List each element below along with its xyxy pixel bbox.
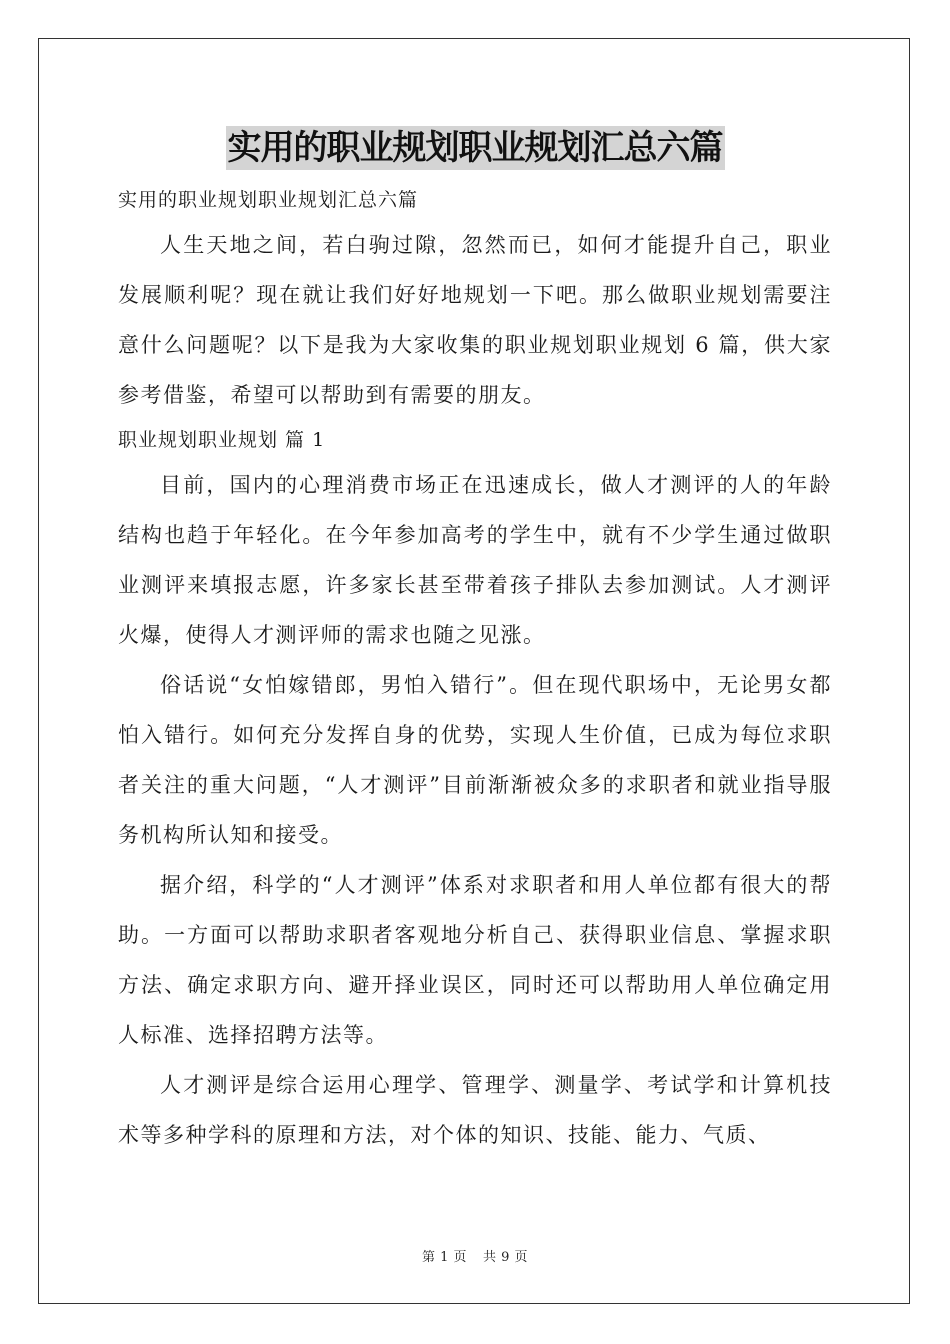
- document-body: [118, 180, 832, 1160]
- title-container: [0, 126, 950, 170]
- intro-paragraph: 人生天地之间，若白驹过隙，忽然而已，如何才能提升自己，职业发展顺利呢？现在就让我们好好地规划一下吧。那么做职业规划需要注意什么问题呢？以下是我为大家收集的职业规划职业规划 6 篇，供大家参考借鉴，希望可以帮助到有需要的朋友。: [118, 233, 832, 407]
- body-paragraph: 据介绍，科学的“人才测评”体系对求职者和用人单位都有很大的帮助。一方面可以帮助求职者客观地分析自己、获得职业信息、掌握求职方法、确定求职方向、避开择业误区，同时还可以帮助用人单位确定用人标准、选择招聘方法等。: [118, 873, 832, 1047]
- page-footer: [0, 1246, 950, 1265]
- page-number: 第 1 页: [421, 1250, 467, 1265]
- body-paragraph: 俗话说“女怕嫁错郎，男怕入错行”。但在现代职场中，无论男女都怕入错行。如何充分发挥自身的优势，实现人生价值，已成为每位求职者关注的重大问题，“人才测评”目前渐渐被众多的求职者和就业指导服务机构所认知和接受。: [118, 673, 832, 847]
- document-subtitle: 实用的职业规划职业规划汇总六篇: [118, 189, 419, 211]
- document-title: 实用的职业规划职业规划汇总六篇: [227, 128, 723, 168]
- body-paragraph: 目前，国内的心理消费市场正在迅速成长，做人才测评的人的年龄结构也趋于年轻化。在今年参加高考的学生中，就有不少学生通过做职业测评来填报志愿，许多家长甚至带着孩子排队去参加测试。人才测评火爆，使得人才测评师的需求也随之见涨。: [118, 473, 832, 647]
- page-total: 共 9 页: [483, 1250, 529, 1265]
- body-paragraph: 人才测评是综合运用心理学、管理学、测量学、考试学和计算机技术等多种学科的原理和方法，对个体的知识、技能、能力、气质、: [118, 1073, 832, 1147]
- section-heading: 职业规划职业规划 篇 1: [118, 429, 326, 451]
